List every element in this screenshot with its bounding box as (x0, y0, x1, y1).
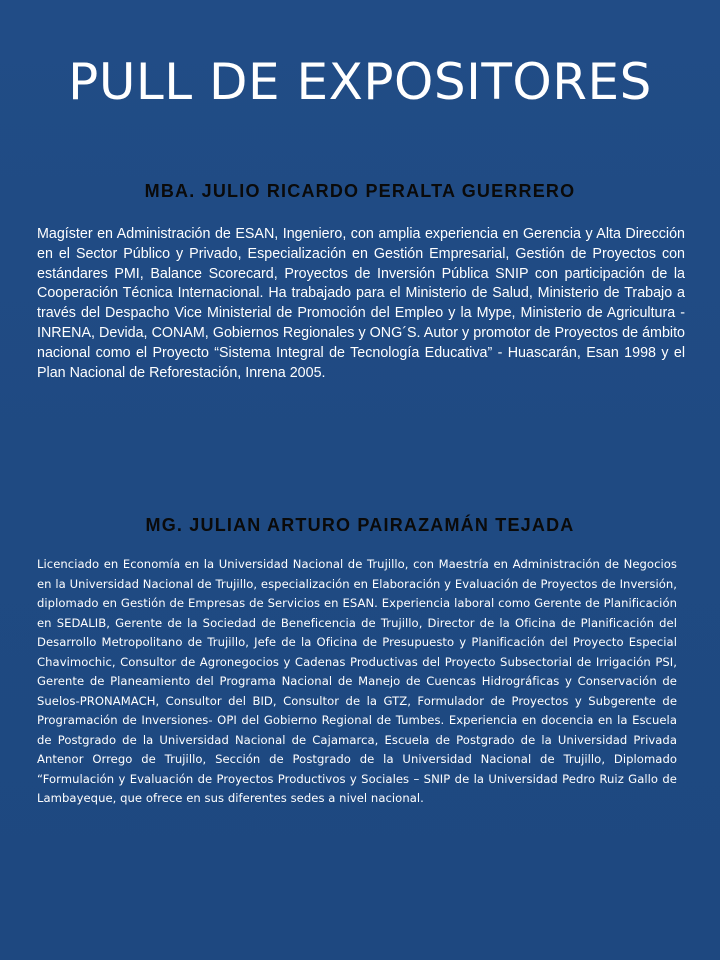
speaker-name-pairazaman: MG. JULIAN ARTURO PAIRAZAMÁN TEJADA (145, 515, 575, 535)
page-title: PULL DE EXPOSITORES (68, 53, 652, 111)
speaker-name-peralta: MBA. JULIO RICARDO PERALTA GUERRERO (144, 181, 576, 201)
speaker-bio-pairazaman: Licenciado en Economía en la Universidad Nacional de Trujillo, con Maestría en Administración de Negocios en la Universidad Nacional de Trujillo, especialización en Elaboración y Evaluación de Proyectos de Inversión, diplomado en Gestión de Empresas de Servicios en ESAN. Experiencia laboral como Gerente de Planificación en SEDALIB, Gerente de la Sociedad de Beneficencia de Trujillo, Director de la Oficina de Planificación del Desarrollo Metropolitano de Trujillo, Jefe de la Oficina de Presupuesto y Planificación del Proyecto Especial Chavimochic, Consultor de Agronegocios y Cadenas Productivas del Proyecto Subsectorial de Irrigación PSI, Gerente de Planeamiento del Programa Nacional de Manejo de Cuencas Hidrográficas y Conservación de Suelos-PRONAMACH, Consultor del BID, Consultor de la GTZ, Formulador de Proyectos y Subgerente de Programación de Inversiones- OPI del Gobierno Regional de Tumbes. Experiencia en docencia en la Escuela de Postgrado de la Universidad Nacional de Cajamarca, Escuela de Postgrado de la Universidad Privada Antenor Orrego de Trujillo, Sección de Postgrado de la Universidad Nacional de Trujillo, Diplomado “Formulación y Evaluación de Proyectos Productivos y Sociales – SNIP de la Universidad Pedro Ruiz Gallo de Lambayeque, que ofrece en sus diferentes sedes a nivel nacional. (37, 557, 677, 805)
speaker-bio-peralta: Magíster en Administración de ESAN, Ingeniero, con amplia experiencia en Gerencia y Alta Dirección en el Sector Público y Privado, Especialización en Gestión Empresarial, Gestión de Proyectos con estándares PMI, Balance Scorecard, Proyectos de Inversión Pública SNIP con participación de la Cooperación Técnica Internacional. Ha trabajado para el Ministerio de Salud, Ministerio de Trabajo a través del Despacho Vice Ministerial de Promoción del Empleo y la Mype, Ministerio de Agricultura - INRENA, Devida, CONAM, Gobiernos Regionales y ONG´S. Autor y promotor de Proyectos de ámbito nacional como el Proyecto “Sistema Integral de Tecnología Educativa” - Huascarán, Esan 1998 y el Plan Nacional de Reforestación, Inrena 2005. (37, 226, 685, 381)
